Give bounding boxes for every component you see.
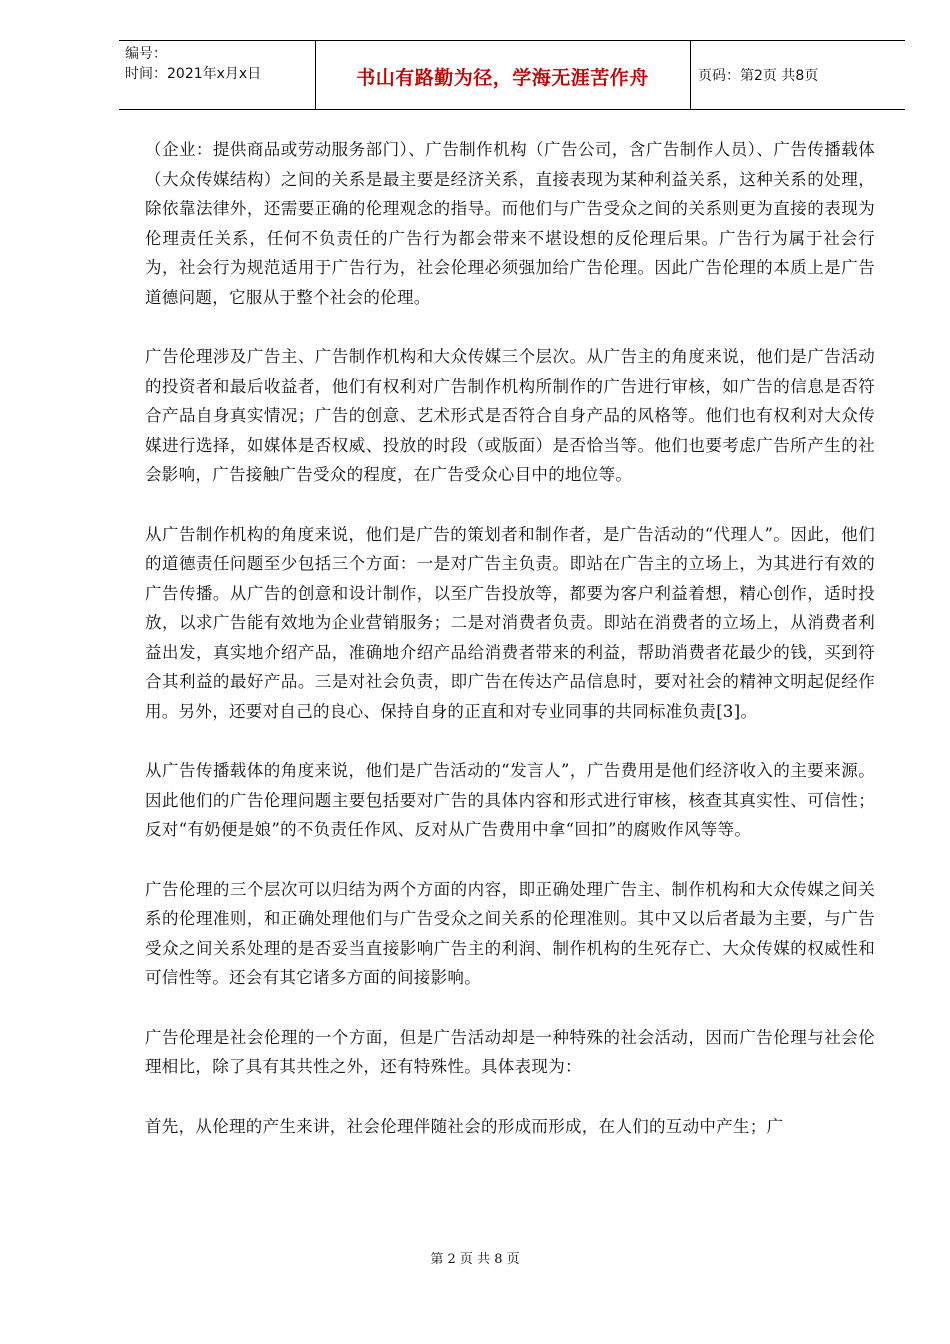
paragraph: 首先，从伦理的产生来讲，社会伦理伴随社会的形成而形成，在人们的互动中产生；广 [145, 1116, 784, 1136]
paragraph: （企业：提供商品或劳动服务部门）、广告制作机构（广告公司，含广告制作人员）、广告传播载体（大众传媒结构）之间的关系是最主要是经济关系，直接表现为某种利益关系，这种关系的处理，除依靠法律外，还需要正确的伦理观念的指导。而他们与广告受众之间的关系则更为直接的表现为伦理责任关系，任何不负责任的广告行为都会带来不堪设想的反伦理后果。广告行为属于社会行为，社会行为规范适用于广告行为，社会伦理必须强加给广告伦理。因此广告伦理的本质上是广告道德问题，它服从于整个社会的伦理。 [145, 140, 875, 307]
document-time-label: 时间：2021年x月x日 [125, 66, 262, 82]
document-number-label: 编号： [125, 46, 167, 62]
header-meta-cell [119, 41, 316, 109]
header-page-cell [690, 41, 905, 109]
page-footer: 第 2 页 共 8 页 [430, 1252, 520, 1267]
header-motto-cell [315, 41, 691, 109]
header-page-info: 页码：第2页 共8页 [698, 68, 819, 84]
document-header [119, 40, 905, 110]
paragraph: 广告伦理涉及广告主、广告制作机构和大众传媒三个层次。从广告主的角度来说，他们是广告活动的投资者和最后收益者，他们有权利对广告制作机构所制作的广告进行审核，如广告的信息是否符合产品自身真实情况；广告的创意、艺术形式是否符合自身产品的风格等。他们也有权利对大众传媒进行选择，如媒体是否权威、投放的时段（或版面）是否恰当等。他们也要考虑广告所产生的社会影响，广告接触广告受众的程度，在广告受众心目中的地位等。 [145, 347, 875, 484]
paragraph: 从广告传播载体的角度来说，他们是广告活动的“发言人”，广告费用是他们经济收入的主要来源。因此他们的广告伦理问题主要包括要对广告的具体内容和形式进行审核，核查其真实性、可信性；反对“有奶便是娘”的不负责任作风、反对从广告费用中拿“回扣”的腐败作风等等。 [145, 761, 875, 839]
header-motto: 书山有路勤为径，学海无涯苦作舟 [356, 67, 649, 89]
document-body [145, 135, 875, 1171]
paragraph: 广告伦理是社会伦理的一个方面，但是广告活动却是一种特殊的社会活动，因而广告伦理与社会伦理相比，除了具有其共性之外，还有特殊性。具体表现为： [145, 1027, 875, 1076]
paragraph: 从广告制作机构的角度来说，他们是广告的策划者和制作者，是广告活动的“代理人”。因此，他们的道德责任问题至少包括三个方面：一是对广告主负责。即站在广告主的立场上，为其进行有效的广告传播。从广告的创意和设计制作，以至广告投放等，都要为客户利益着想，精心创作，适时投放，以求广告能有效地为企业营销服务；二是对消费者负责。即站在消费者的立场上，从消费者利益出发，真实地介绍产品，准确地介绍产品给消费者带来的利益，帮助消费者花最少的钱，买到符合其利益的最好产品。三是对社会负责，即广告在传达产品信息时，要对社会的精神文明起促经作用。另外，还要对自己的良心、保持自身的正直和对专业同事的共同标准负责[3]。 [145, 524, 875, 721]
paragraph: 广告伦理的三个层次可以归结为两个方面的内容，即正确处理广告主、制作机构和大众传媒之间关系的伦理准则，和正确处理他们与广告受众之间关系的伦理准则。其中又以后者最为主要，与广告受众之间关系处理的是否妥当直接影响广告主的利润、制作机构的生死存亡、大众传媒的权威性和可信性等。还会有其它诸多方面的间接影响。 [145, 879, 875, 987]
